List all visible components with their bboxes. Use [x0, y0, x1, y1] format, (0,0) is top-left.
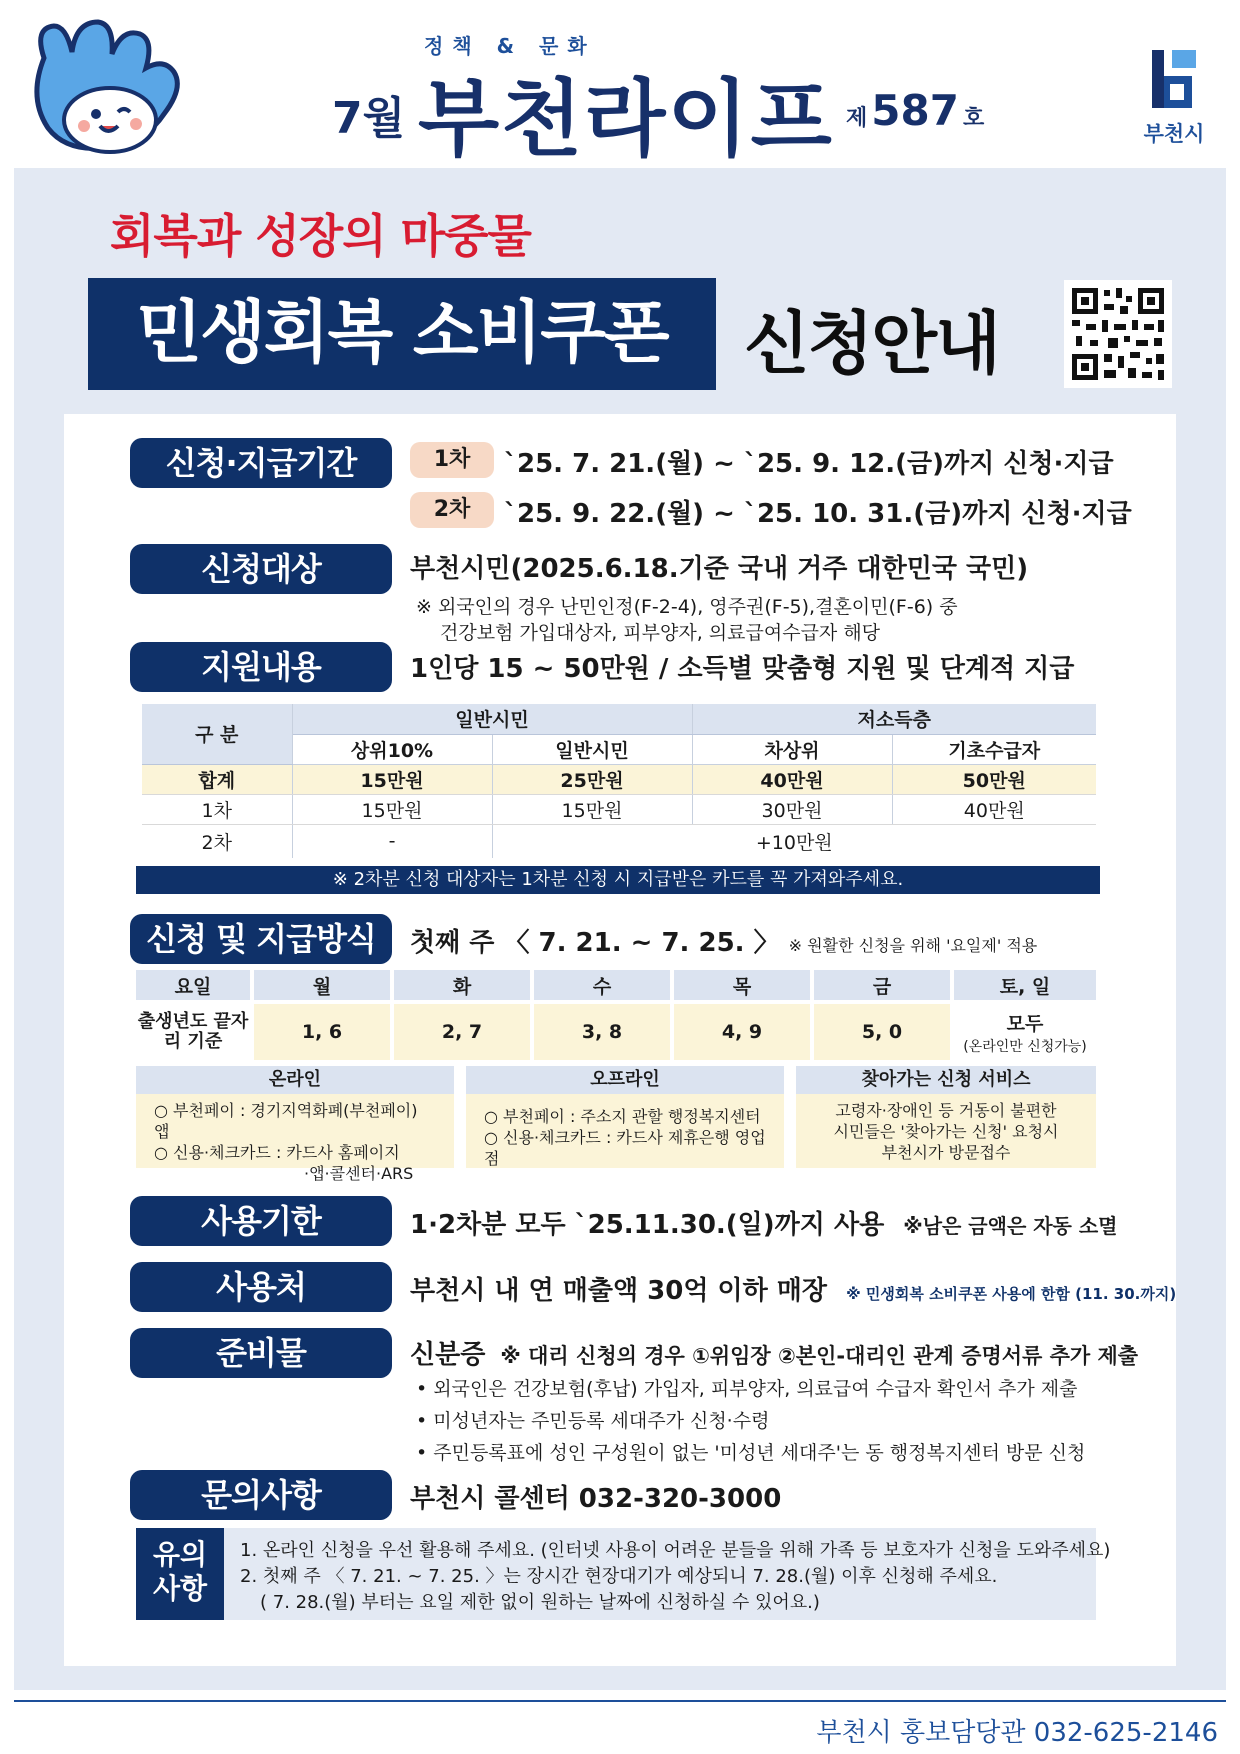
- caution-tag-1: 유의: [152, 1538, 208, 1571]
- cell: 15만원: [292, 764, 492, 794]
- caution-tag: [136, 1528, 224, 1620]
- prep-bullet-3: • 주민등록표에 성인 구성원이 없는 '미성년 세대주'는 동 행정복지센터 방문 신청: [416, 1442, 1086, 1464]
- expiry-text: [410, 1204, 1117, 1241]
- birth-digit-cell: 3, 8: [532, 1002, 672, 1060]
- target-note-2: 건강보험 가입대상자, 피부양자, 의료급여수급자 해당: [440, 622, 881, 644]
- offline-box: [466, 1066, 784, 1168]
- online-line-3: ·앱·콜센터·ARS: [304, 1164, 414, 1183]
- place-note: ※ 민생회복 소비쿠폰 사용에 한함 (11. 30.까지): [846, 1285, 1177, 1303]
- issue-num: 587: [871, 86, 959, 135]
- day-header: 수: [532, 970, 672, 1002]
- visit-line-3: 부천시가 방문접수: [881, 1143, 1011, 1162]
- first-week-range: 첫째 주 〈 7. 21. ~ 7. 25. 〉: [410, 928, 780, 958]
- place-text: [410, 1270, 1176, 1307]
- offline-head: 오프라인: [466, 1066, 784, 1094]
- day-header: 화: [392, 970, 532, 1002]
- table-row: [142, 794, 1096, 824]
- birth-digit-cell: 4, 9: [672, 1002, 812, 1060]
- contact-text: 부천시 콜센터 032-320-3000: [410, 1484, 782, 1514]
- online-line-1: ○ 부천페이 : 경기지역화폐(부천페이) 앱: [154, 1101, 418, 1141]
- prep-text: [410, 1334, 1138, 1371]
- schedule-head-label: 요일: [136, 970, 252, 1002]
- cell: 15만원: [492, 794, 692, 824]
- online-line-2: ○ 신용·체크카드 : 카드사 홈페이지: [154, 1143, 400, 1162]
- offline-line-2: ○ 신용·체크카드 : 카드사 제휴은행 영업점: [484, 1128, 766, 1168]
- expiry-main: 1·2차분 모두 `25.11.30.(일)까지 사용: [410, 1210, 885, 1240]
- masthead: [0, 0, 1240, 168]
- day-header: 토, 일: [952, 970, 1096, 1002]
- prep-bullet-1: • 외국인은 건강보험(후납) 가입자, 피부양자, 의료급여 수급자 확인서 추가 제출: [416, 1378, 1078, 1400]
- section-label-target: 신청대상: [130, 544, 392, 594]
- birth-digit-cell: 1, 6: [252, 1002, 392, 1060]
- cell: -: [292, 824, 492, 858]
- issue-number: [846, 86, 984, 135]
- issue-suffix: 호: [962, 106, 985, 131]
- group-low-income: 저소득층: [692, 704, 1096, 734]
- first-week-text: [410, 922, 1037, 959]
- issue-prefix: 제: [846, 106, 868, 131]
- section-label-contact: 문의사항: [130, 1470, 392, 1520]
- table-row: [142, 764, 1096, 794]
- schedule-table: [136, 970, 1096, 1060]
- section-label-period: 신청·지급기간: [130, 438, 392, 488]
- qr-code-icon[interactable]: [1064, 280, 1172, 388]
- kicker: 정책 & 문화: [424, 34, 596, 58]
- day-header: 금: [812, 970, 952, 1002]
- birth-digit-cell: 2, 7: [392, 1002, 532, 1060]
- title-suffix: 신청안내: [744, 305, 999, 384]
- section-label-prep: 준비물: [130, 1328, 392, 1378]
- day-header: 월: [252, 970, 392, 1002]
- row-label: 1차: [142, 794, 292, 824]
- cell: +10만원: [492, 824, 1096, 858]
- slogan: 회복과 성장의 마중물: [110, 209, 531, 263]
- main-title: 민생회복 소비쿠폰: [88, 278, 716, 390]
- round-badge-2: 2차: [410, 492, 494, 528]
- weekend-digits: 모두: [1006, 1012, 1044, 1035]
- row-label: 2차: [142, 824, 292, 858]
- place-main: 부천시 내 연 매출액 30억 이하 매장: [410, 1276, 828, 1306]
- visit-line-1: 고령자·장애인 등 거동이 불편한: [835, 1101, 1057, 1120]
- visit-line-2: 시민들은 '찾아가는 신청' 요청시: [833, 1122, 1059, 1141]
- cell: 15만원: [292, 794, 492, 824]
- issue-month: 7월: [332, 93, 406, 144]
- prep-main: 신분증: [410, 1340, 486, 1370]
- weekend-note: (온라인만 신청가능): [963, 1038, 1087, 1055]
- schedule-row-label: 출생년도 끝자리 기준: [136, 1002, 252, 1060]
- table-corner: 구 분: [142, 704, 292, 764]
- caution-line-2: 2. 첫째 주 〈 7. 21. ~ 7. 25. 〉는 장시간 현장대기가 예상되니 7. 28.(월) 이후 신청해 주세요.: [240, 1566, 998, 1587]
- cell: 40만원: [692, 764, 892, 794]
- caution-line-3: ( 7. 28.(월) 부터는 요일 제한 없이 원하는 날짜에 신청하실 수 있어요.): [260, 1592, 820, 1613]
- offline-line-1: ○ 부천페이 : 주소지 관할 행정복지센터: [484, 1107, 761, 1126]
- target-note-1: ※ 외국인의 경우 난민인정(F-2-4), 영주권(F-5),결혼이민(F-6) 중: [416, 596, 958, 618]
- visit-service-box: [796, 1066, 1096, 1168]
- section-label-support: 지원내용: [130, 642, 392, 692]
- col-header: 차상위: [692, 734, 892, 764]
- table-row: [142, 824, 1096, 858]
- section-label-expiry: 사용기한: [130, 1196, 392, 1246]
- visit-head: 찾아가는 신청 서비스: [796, 1066, 1096, 1094]
- caution-line-1: 1. 온라인 신청을 우선 활용해 주세요. (인터넷 사용이 어려운 분들을 위해 가족 등 보호자가 신청을 도와주세요): [240, 1540, 1111, 1561]
- cell: 30만원: [692, 794, 892, 824]
- row-label: 합계: [142, 764, 292, 794]
- caution-tag-2: 사항: [152, 1572, 208, 1605]
- bucheon-logo-icon: [1148, 46, 1200, 112]
- footer-contact: 부천시 홍보담당관 032-625-2146: [816, 1718, 1218, 1748]
- publication-title: 부천라이프: [418, 70, 834, 168]
- footer-divider: [14, 1700, 1226, 1702]
- prep-bullet-2: • 미성년자는 주민등록 세대주가 신청·수령: [416, 1410, 770, 1432]
- mascot-icon: [14, 18, 194, 158]
- prep-note: ※ 대리 신청의 경우 ①위임장 ②본인-대리인 관계 증명서류 추가 제출: [500, 1344, 1139, 1368]
- day-header: 목: [672, 970, 812, 1002]
- round-badge-1: 1차: [410, 442, 494, 478]
- first-week-note: ※ 원활한 신청을 위해 '요일제' 적용: [788, 936, 1038, 955]
- birth-digit-cell: 5, 0: [812, 1002, 952, 1060]
- city-logo: [1136, 46, 1212, 150]
- support-table: [142, 704, 1096, 858]
- target-text: 부천시민(2025.6.18.기준 국내 거주 대한민국 국민): [410, 554, 1029, 584]
- online-head: 온라인: [136, 1066, 454, 1094]
- caution-box: [136, 1528, 1111, 1620]
- support-note: ※ 2차분 신청 대상자는 1차분 신청 시 지급받은 카드를 꼭 가져와주세요.: [136, 866, 1100, 894]
- col-header: 기초수급자: [892, 734, 1096, 764]
- round-text-2: `25. 9. 22.(월) ~ `25. 10. 31.(금)까지 신청·지급: [504, 499, 1132, 529]
- section-label-place: 사용처: [130, 1262, 392, 1312]
- expiry-note: ※남은 금액은 자동 소멸: [903, 1214, 1118, 1238]
- cell: 25만원: [492, 764, 692, 794]
- round-text-1: `25. 7. 21.(월) ~ `25. 9. 12.(금)까지 신청·지급: [504, 449, 1114, 479]
- section-label-method: 신청 및 지급방식: [130, 914, 392, 964]
- online-box: [136, 1066, 454, 1183]
- city-logo-text: 부천시: [1143, 122, 1205, 146]
- col-header: 상위10%: [292, 734, 492, 764]
- cell: 40만원: [892, 794, 1096, 824]
- support-text: 1인당 15 ~ 50만원 / 소득별 맞춤형 지원 및 단계적 지급: [410, 654, 1075, 684]
- cell: 50만원: [892, 764, 1096, 794]
- col-header: 일반시민: [492, 734, 692, 764]
- birth-digit-cell-weekend: [952, 1002, 1096, 1060]
- group-general: 일반시민: [292, 704, 692, 734]
